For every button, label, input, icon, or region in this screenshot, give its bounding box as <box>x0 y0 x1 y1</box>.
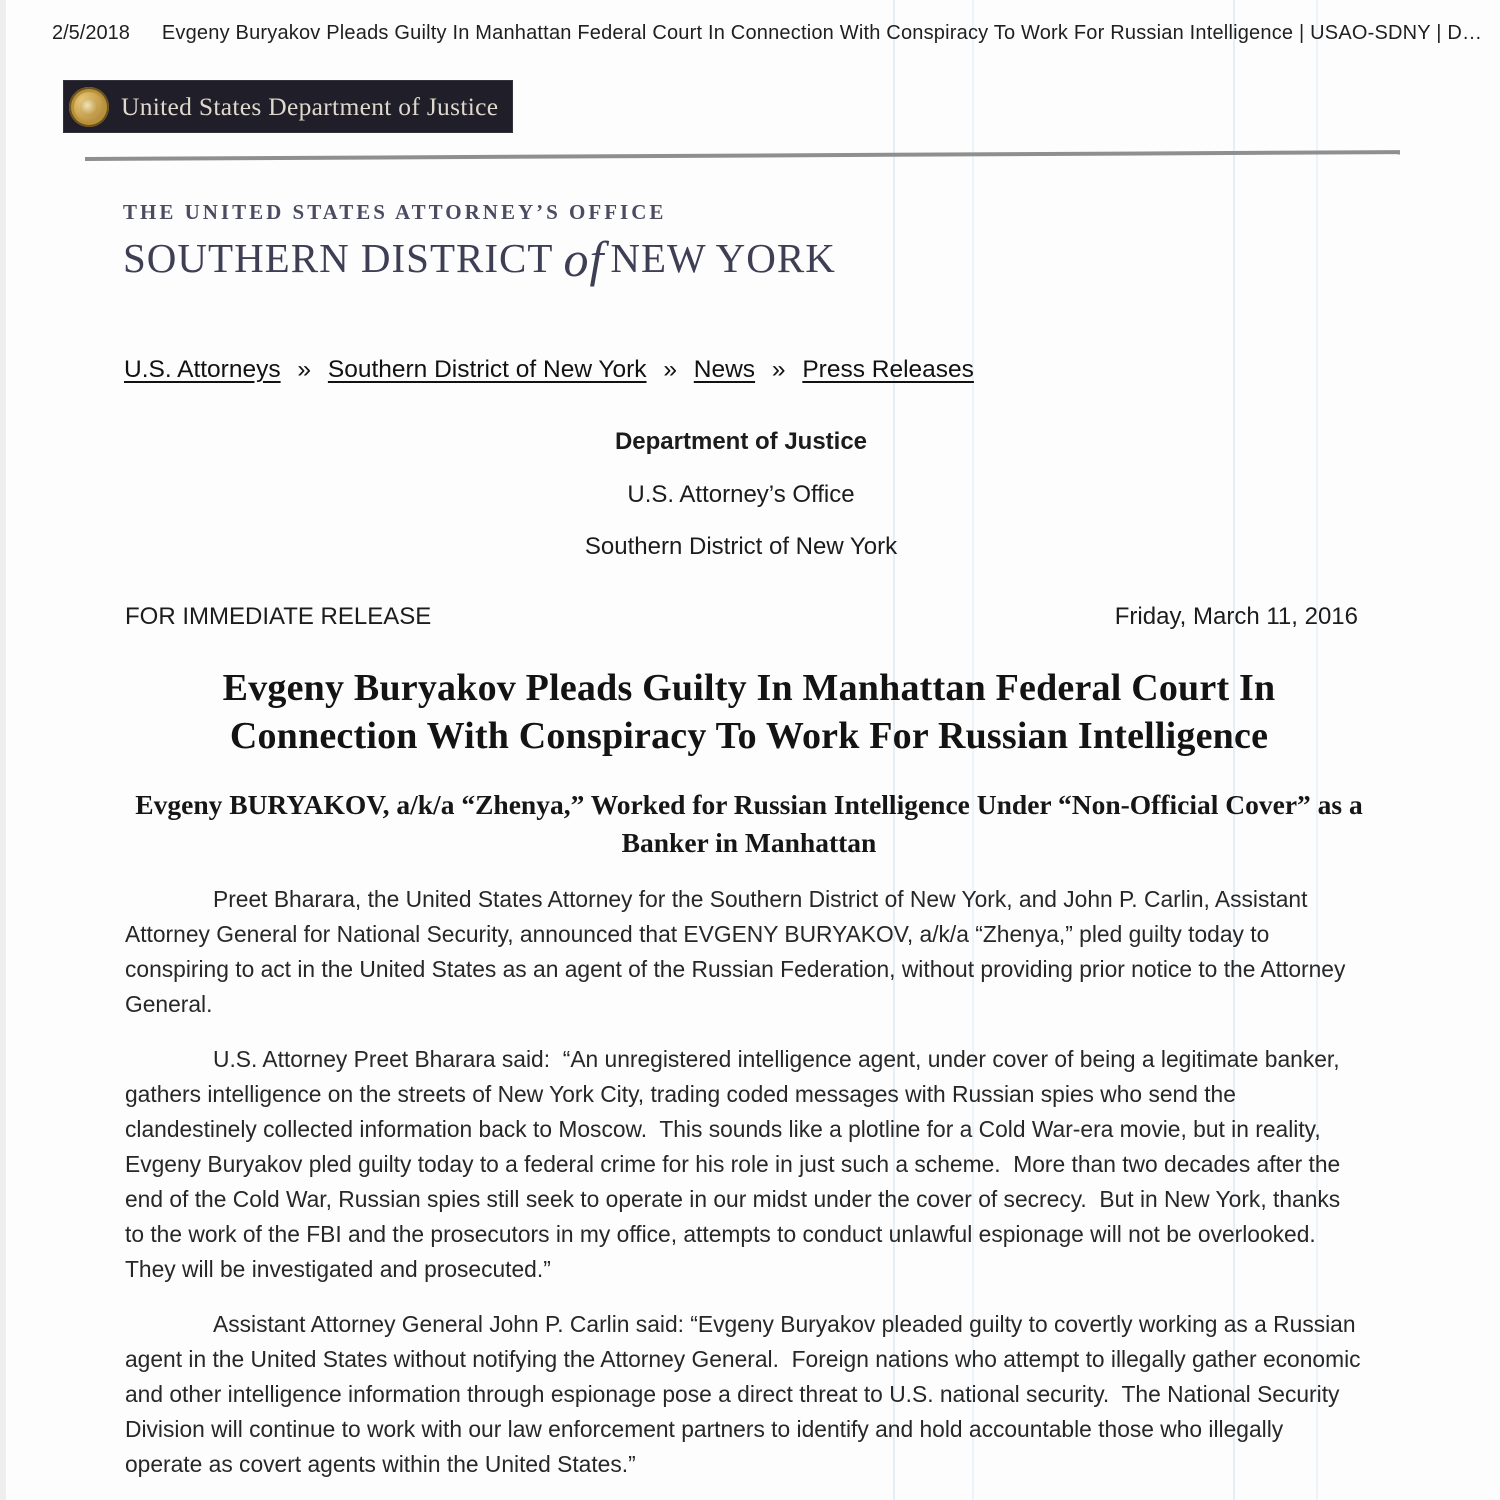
scan-edge-artifact <box>0 0 6 1500</box>
print-header <box>52 22 1482 45</box>
district-title-left: SOUTHERN DISTRICT <box>123 235 554 281</box>
press-release-body <box>125 882 1367 1500</box>
divider <box>85 150 1400 161</box>
subheadline: Evgeny BURYAKOV, a/k/a “Zhenya,” Worked for Russian Intelligence Under “Non-Official Cover” as a Banker in Manhattan <box>135 789 1363 858</box>
breadcrumb-link-us-attorneys[interactable]: U.S. Attorneys <box>124 356 281 383</box>
release-date: Friday, March 11, 2016 <box>1114 603 1358 630</box>
breadcrumb-link-news[interactable]: News <box>693 356 756 383</box>
masthead-office: U.S. Attorney’s Office <box>627 480 855 508</box>
usao-office-label: THE UNITED STATES ATTORNEY’S OFFICE <box>123 200 667 224</box>
paragraph-bharara-quote: U.S. Attorney Preet Bharara said: “An unregistered intelligence agent, under cover of being a legitimate banker, gathers intelligence on the streets of New York City, trading coded messages with Russian spies who send the clandestinely collected information back to Moscow. This sounds like a plotline for a Cold War-era movie, but in reality, Evgeny Buryakov pled guilty today to a federal crime for his role in just such a scheme. More than two decades after the end of the Cold War, Russian spies still seek to operate in our midst under the cover of secrecy. But in New York, thanks to the work of the FBI and the prosecutors in my office, attempts to conduct unlawful espionage will not be overlooked. They will be investigated and prosecuted.” <box>125 1046 1347 1282</box>
release-immediate-label: FOR IMMEDIATE RELEASE <box>125 603 432 630</box>
district-title-of: of <box>563 231 605 287</box>
breadcrumb-separator: » <box>297 356 312 383</box>
paragraph-announcement: Preet Bharara, the United States Attorney for the Southern District of New York, and John P. Carlin, Assistant Attorney General for National Security, announced that EVGENY BURYAKOV, a/k/a “Zhenya,” pled guilty today to conspiring to act in the United States as an agent of the Russian Federation, without providing prior notice to the Attorney General. <box>125 886 1352 1017</box>
district-title-right: NEW YORK <box>610 235 836 281</box>
doj-banner-title: United States Department of Justice <box>121 91 499 121</box>
page-title: Evgeny Buryakov Pleads Guilty In Manhattan Federal Court In Connection With Conspiracy To Work For Russian Intelligence <box>222 667 1276 757</box>
masthead-department: Department of Justice <box>614 428 868 455</box>
masthead <box>125 416 1357 574</box>
masthead-district: Southern District of New York <box>584 533 898 560</box>
print-header-title: Evgeny Buryakov Pleads Guilty In Manhattan Federal Court In Connection With Conspiracy To Work For Russian Intelligence | USAO-SDNY | D… <box>161 22 1483 44</box>
breadcrumb <box>124 356 974 384</box>
office-header <box>123 200 836 287</box>
release-line <box>125 603 1358 631</box>
breadcrumb-link-press-releases[interactable]: Press Releases <box>802 356 974 383</box>
doj-seal-icon <box>69 87 109 127</box>
breadcrumb-link-sdny[interactable]: Southern District of New York <box>327 356 647 383</box>
district-title <box>123 231 836 287</box>
doj-banner <box>63 80 513 133</box>
paragraph-carlin-quote: Assistant Attorney General John P. Carlin said: “Evgeny Buryakov pleaded guilty to covertly working as a Russian agent in the United States without notifying the Attorney General. Foreign nations who attempt to illegally gather economic and other intelligence information through espionage pose a direct threat to U.S. national security. The National Security Division will continue to work with our law enforcement partners to identify and hold accountable those who illegally operate as covert agents within the United States.” <box>125 1311 1367 1477</box>
print-header-date: 2/5/2018 <box>52 22 130 44</box>
breadcrumb-separator: » <box>663 356 677 383</box>
breadcrumb-separator: » <box>771 356 786 383</box>
